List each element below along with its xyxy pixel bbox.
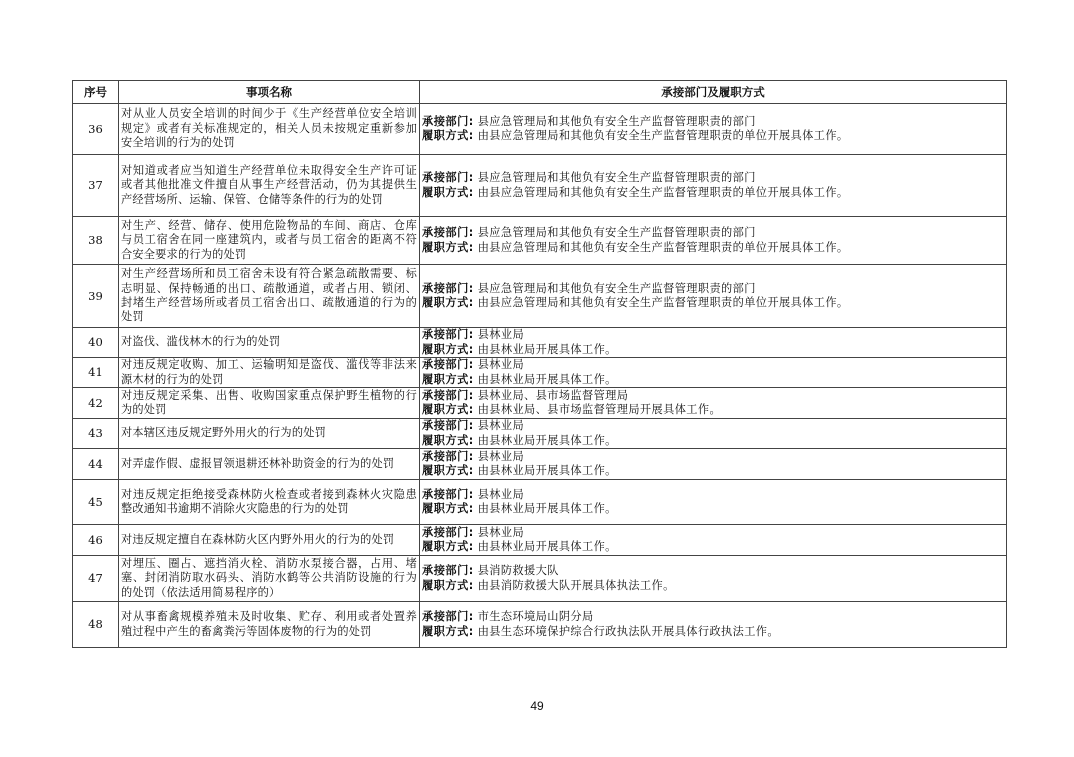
item-name: 对本辖区违反规定野外用火的行为的处罚 <box>119 419 420 449</box>
dept-line <box>422 488 1004 502</box>
dept-cell <box>420 358 1007 388</box>
row-number: 46 <box>73 525 119 556</box>
method-value: 由县消防救援大队开展具体执法工作。 <box>477 578 675 592</box>
row-number: 42 <box>73 388 119 419</box>
method-line <box>422 296 1004 310</box>
header-item: 事项名称 <box>119 81 420 104</box>
method-line <box>422 343 1004 357</box>
method-line <box>422 373 1004 387</box>
dept-label: 承接部门: <box>422 328 474 342</box>
table-row <box>73 217 1007 265</box>
method-value: 由县林业局开展具体工作。 <box>477 502 617 515</box>
dept-label: 承接部门: <box>422 525 474 539</box>
method-value: 由县林业局开展具体工作。 <box>477 464 617 477</box>
method-value: 由县应急管理局和其他负有安全生产监督管理职责的单位开展具体工作。 <box>477 129 849 142</box>
dept-label: 承接部门: <box>422 564 474 578</box>
method-line <box>422 129 1004 143</box>
item-name: 对从事畜禽规模养殖未及时收集、贮存、利用或者处置养殖过程中产生的畜禽粪污等固体废物的行为的处罚 <box>119 602 420 648</box>
dept-value: 县应急管理局和其他负有安全生产监督管理职责的部门 <box>477 114 756 128</box>
method-line <box>422 579 1004 593</box>
method-value: 由县林业局开展具体工作。 <box>477 540 617 553</box>
dept-cell <box>420 155 1007 217</box>
method-line <box>422 403 1004 417</box>
dept-label: 承接部门: <box>422 358 474 372</box>
method-label: 履职方式: <box>422 240 474 254</box>
method-value: 由县应急管理局和其他负有安全生产监督管理职责的单位开展具体工作。 <box>477 240 849 254</box>
dept-line <box>422 328 1004 342</box>
method-label: 履职方式: <box>422 464 474 477</box>
row-number: 44 <box>73 449 119 480</box>
dept-label: 承接部门: <box>422 610 474 624</box>
method-line <box>422 625 1004 639</box>
dept-line <box>422 526 1004 540</box>
dept-line <box>422 226 1004 240</box>
dept-line <box>422 115 1004 129</box>
item-name: 对盗伐、滥伐林木的行为的处罚 <box>119 328 420 358</box>
item-name: 对违反规定收购、加工、运输明知是盗伐、滥伐等非法来源木材的行为的处罚 <box>119 358 420 388</box>
dept-label: 承接部门: <box>422 388 474 402</box>
dept-line <box>422 419 1004 433</box>
item-name: 对违反规定拒绝接受森林防火检查或者接到森林火灾隐患整改通知书逾期不消除火灾隐患的行为的处罚 <box>119 480 420 525</box>
row-number: 47 <box>73 556 119 602</box>
method-line <box>422 540 1004 554</box>
row-number: 38 <box>73 217 119 265</box>
row-number: 39 <box>73 265 119 328</box>
row-number: 41 <box>73 358 119 388</box>
dept-value: 县林业局 <box>477 449 525 463</box>
table-row <box>73 155 1007 217</box>
item-name: 对知道或者应当知道生产经营单位未取得安全生产许可证或者其他批准文件擅自从事生产经营活动，仍为其提供生产经营场所、运输、保管、仓储等条件的行为的处罚 <box>119 155 420 217</box>
dept-cell <box>420 388 1007 419</box>
dept-value: 县消防救援大队 <box>477 564 559 578</box>
method-label: 履职方式: <box>422 624 474 638</box>
item-name: 对从业人员安全培训的时间少于《生产经营单位安全培训规定》或者有关标准规定的，相关人员未按规定重新参加安全培训的行为的处罚 <box>119 104 420 155</box>
table-row <box>73 449 1007 480</box>
header-no: 序号 <box>73 81 119 104</box>
method-line <box>422 241 1004 255</box>
method-label: 履职方式: <box>422 185 474 199</box>
dept-value: 县应急管理局和其他负有安全生产监督管理职责的部门 <box>477 226 756 240</box>
method-label: 履职方式: <box>422 540 474 553</box>
method-line <box>422 434 1004 448</box>
method-label: 履职方式: <box>422 502 474 515</box>
method-label: 履职方式: <box>422 296 474 309</box>
method-line <box>422 186 1004 200</box>
dept-label: 承接部门: <box>422 487 474 501</box>
row-number: 40 <box>73 328 119 358</box>
dept-line <box>422 610 1004 624</box>
table-row <box>73 602 1007 648</box>
dept-line <box>422 282 1004 296</box>
dept-cell <box>420 217 1007 265</box>
dept-cell <box>420 265 1007 328</box>
dept-line <box>422 358 1004 372</box>
header-dept: 承接部门及履职方式 <box>420 81 1007 104</box>
item-name: 对埋压、圈占、遮挡消火栓、消防水泵接合器，占用、堵塞、封闭消防取水码头、消防水鹤等公共消防设施的行为的处罚（依法适用简易程序的） <box>119 556 420 602</box>
item-name: 对违反规定采集、出售、收购国家重点保护野生植物的行为的处罚 <box>119 388 420 419</box>
item-name: 对生产、经营、储存、使用危险物品的车间、商店、仓库与员工宿舍在同一座建筑内，或者与员工宿舍的距离不符合安全要求的行为的处罚 <box>119 217 420 265</box>
row-number: 37 <box>73 155 119 217</box>
method-value: 由县林业局、县市场监督管理局开展具体工作。 <box>477 403 722 416</box>
dept-cell <box>420 419 1007 449</box>
table-row <box>73 358 1007 388</box>
row-number: 45 <box>73 480 119 525</box>
dept-line <box>422 171 1004 185</box>
table-row <box>73 104 1007 155</box>
dept-cell <box>420 602 1007 648</box>
table-row <box>73 525 1007 556</box>
table-row <box>73 480 1007 525</box>
method-label: 履职方式: <box>422 403 474 416</box>
method-value: 由县生态环境保护综合行政执法队开展具体行政执法工作。 <box>477 624 779 638</box>
page-number: 49 <box>530 699 544 713</box>
dept-value: 县林业局、县市场监督管理局 <box>477 388 629 402</box>
table-row <box>73 556 1007 602</box>
method-label: 履职方式: <box>422 578 474 592</box>
method-line <box>422 502 1004 516</box>
dept-value: 县林业局 <box>477 525 525 539</box>
dept-label: 承接部门: <box>422 449 474 463</box>
dept-line <box>422 389 1004 403</box>
dept-label: 承接部门: <box>422 281 474 295</box>
dept-value: 县林业局 <box>477 419 525 433</box>
dept-line <box>422 564 1004 578</box>
table-row <box>73 388 1007 419</box>
dept-value: 县应急管理局和其他负有安全生产监督管理职责的部门 <box>477 281 756 295</box>
dept-cell <box>420 480 1007 525</box>
dept-cell <box>420 104 1007 155</box>
method-value: 由县应急管理局和其他负有安全生产监督管理职责的单位开展具体工作。 <box>477 185 849 199</box>
method-value: 由县林业局开展具体工作。 <box>477 433 617 447</box>
dept-cell <box>420 525 1007 556</box>
method-value: 由县林业局开展具体工作。 <box>477 372 617 386</box>
dept-cell <box>420 556 1007 602</box>
dept-cell <box>420 449 1007 480</box>
item-name: 对弄虚作假、虚报冒领退耕还林补助资金的行为的处罚 <box>119 449 420 480</box>
responsibility-table <box>72 80 1007 648</box>
method-label: 履职方式: <box>422 129 474 142</box>
method-line <box>422 464 1004 478</box>
row-number: 48 <box>73 602 119 648</box>
dept-label: 承接部门: <box>422 226 474 240</box>
row-number: 36 <box>73 104 119 155</box>
method-value: 由县林业局开展具体工作。 <box>477 342 617 356</box>
method-label: 履职方式: <box>422 433 474 447</box>
method-label: 履职方式: <box>422 372 474 386</box>
table-row <box>73 419 1007 449</box>
dept-value: 市生态环境局山阴分局 <box>477 610 594 624</box>
dept-value: 县林业局 <box>477 358 525 372</box>
dept-label: 承接部门: <box>422 419 474 433</box>
method-label: 履职方式: <box>422 342 474 356</box>
method-value: 由县应急管理局和其他负有安全生产监督管理职责的单位开展具体工作。 <box>477 296 849 309</box>
row-number: 43 <box>73 419 119 449</box>
dept-line <box>422 450 1004 464</box>
dept-value: 县林业局 <box>477 487 525 501</box>
item-name: 对生产经营场所和员工宿舍未设有符合紧急疏散需要、标志明显、保持畅通的出口、疏散通道，或者占用、锁闭、封堵生产经营场所或者员工宿舍出口、疏散通道的行为的处罚 <box>119 265 420 328</box>
dept-label: 承接部门: <box>422 114 474 128</box>
table-body <box>73 104 1007 648</box>
dept-label: 承接部门: <box>422 171 474 185</box>
dept-cell <box>420 328 1007 358</box>
table-row <box>73 328 1007 358</box>
item-name: 对违反规定擅自在森林防火区内野外用火的行为的处罚 <box>119 525 420 556</box>
dept-value: 县应急管理局和其他负有安全生产监督管理职责的部门 <box>477 171 756 185</box>
table-row <box>73 265 1007 328</box>
dept-value: 县林业局 <box>477 328 525 342</box>
table-header-row <box>73 81 1007 104</box>
